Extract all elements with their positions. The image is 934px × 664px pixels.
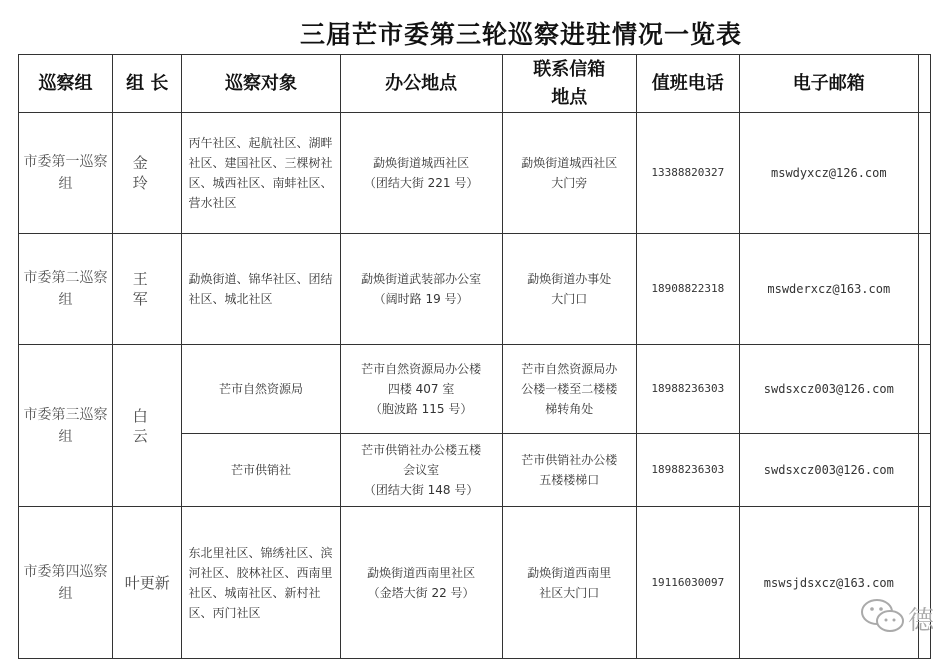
header-row	[19, 55, 931, 113]
header-phone: 值班电话	[636, 55, 739, 113]
office-address: （金塔大街 22 号）	[367, 585, 475, 600]
mailbox-line: 芒市自然资源局办	[521, 362, 618, 376]
mailbox-cell	[502, 345, 636, 434]
phone-cell: 18988236303	[636, 434, 739, 507]
mailbox-line: 芒市供销社办公楼	[521, 453, 618, 467]
mailbox-cell	[502, 234, 636, 345]
mailbox-line: 勐焕街道办事处	[527, 272, 612, 286]
extra-cell	[918, 434, 930, 507]
header-leader: 组 长	[112, 55, 182, 113]
header-mailbox-line1: 联系信箱	[533, 58, 606, 80]
watermark-text: 德	[908, 606, 934, 636]
group-cell: 市委第一巡察组	[19, 113, 113, 234]
office-line: 会议室	[403, 463, 440, 477]
phone-cell: 19116030097	[636, 507, 739, 659]
email-cell: swdsxcz003@126.com	[739, 434, 918, 507]
header-target: 巡察对象	[182, 55, 340, 113]
office-address: （团结大街 148 号）	[363, 483, 479, 497]
target-cell: 芒市供销社	[182, 434, 340, 507]
email-cell: mswsjdsxcz@163.com	[739, 507, 918, 659]
mailbox-line: 公楼一楼至二楼楼	[521, 382, 618, 396]
header-mailbox-line2: 地点	[551, 86, 588, 108]
office-cell	[340, 345, 502, 434]
leader-cell: 白 云	[112, 345, 182, 507]
office-line: 勐焕街道城西社区	[373, 156, 470, 170]
page-title: 三届芒市委第三轮巡察进驻情况一览表	[300, 20, 743, 49]
target-cell: 丙午社区、起航社区、湖畔社区、建国社区、三棵树社区、城西社区、南蚌社区、营水社区	[182, 113, 340, 234]
office-line: 勐焕街道西南里社区	[367, 565, 476, 580]
office-address: （胞波路 115 号）	[369, 402, 473, 416]
email-cell: swdsxcz003@126.com	[739, 345, 918, 434]
header-office: 办公地点	[340, 55, 502, 113]
mailbox-cell	[502, 113, 636, 234]
mailbox-line: 社区大门口	[539, 585, 600, 600]
phone-cell: 18988236303	[636, 345, 739, 434]
office-line: 芒市自然资源局办公楼	[361, 362, 482, 376]
table-row	[19, 345, 931, 434]
office-line: 四楼 407 室	[387, 382, 455, 396]
table-row	[19, 113, 931, 234]
office-address: （团结大街 221 号）	[363, 176, 479, 190]
email-cell: mswderxcz@163.com	[739, 234, 918, 345]
extra-cell	[918, 345, 930, 434]
target-cell: 芒市自然资源局	[182, 345, 340, 434]
target-cell: 勐焕街道、锦华社区、团结社区、城北社区	[182, 234, 340, 345]
phone-cell: 18908822318	[636, 234, 739, 345]
extra-cell	[918, 113, 930, 234]
office-cell	[340, 113, 502, 234]
group-cell: 市委第二巡察组	[19, 234, 113, 345]
mailbox-line: 大门口	[551, 292, 588, 306]
leader-cell: 王 军	[112, 234, 182, 345]
header-mailbox	[502, 55, 636, 113]
office-line: 芒市供销社办公楼五楼	[361, 443, 482, 457]
group-cell: 市委第三巡察组	[19, 345, 113, 507]
leader-cell: 叶更新	[112, 507, 182, 659]
extra-cell	[918, 234, 930, 345]
mailbox-cell	[502, 507, 636, 659]
mailbox-line: 梯转角处	[545, 402, 594, 416]
office-cell	[340, 434, 502, 507]
office-address: （阔时路 19 号）	[373, 292, 469, 306]
office-cell	[340, 234, 502, 345]
header-group: 巡察组	[19, 55, 113, 113]
header-extra	[918, 55, 930, 113]
leader-cell: 金 玲	[112, 113, 182, 234]
office-line: 勐焕街道武装部办公室	[361, 272, 482, 286]
mailbox-cell	[502, 434, 636, 507]
mailbox-line: 大门旁	[551, 176, 588, 190]
email-cell: mswdyxcz@126.com	[739, 113, 918, 234]
group-cell: 市委第四巡察组	[19, 507, 113, 659]
wechat-icon	[858, 596, 908, 636]
target-cell: 东北里社区、锦绣社区、滨河社区、胶林社区、西南里社区、城南社区、新村社区、丙门社区	[182, 507, 340, 659]
mailbox-line: 勐焕街道西南里	[527, 565, 612, 580]
table-row	[19, 234, 931, 345]
mailbox-line: 勐焕街道城西社区	[521, 156, 618, 170]
inspection-table	[18, 54, 931, 659]
phone-cell: 13388820327	[636, 113, 739, 234]
office-cell	[340, 507, 502, 659]
header-email: 电子邮箱	[739, 55, 918, 113]
mailbox-line: 五楼楼梯口	[539, 473, 600, 487]
table-row	[19, 507, 931, 659]
